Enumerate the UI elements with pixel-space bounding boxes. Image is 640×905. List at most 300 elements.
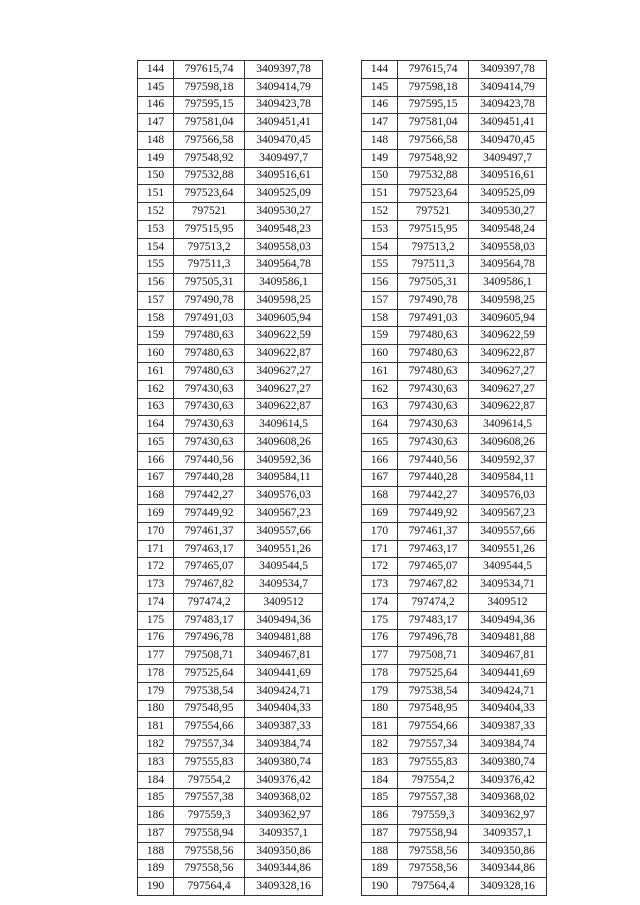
y-coordinate-cell: 3409423,78 xyxy=(469,96,547,114)
table-row xyxy=(362,789,547,807)
y-coordinate-cell: 3409622,87 xyxy=(469,345,547,363)
table-row xyxy=(362,114,547,132)
coordinates-table-right-body xyxy=(362,61,547,896)
point-number-cell: 176 xyxy=(138,629,174,647)
y-coordinate-cell: 3409516,61 xyxy=(469,167,547,185)
point-number-cell: 169 xyxy=(138,505,174,523)
point-number-cell: 146 xyxy=(138,96,174,114)
table-row xyxy=(138,309,323,327)
x-coordinate-cell: 797559,3 xyxy=(174,807,245,825)
y-coordinate-cell: 3409344,86 xyxy=(469,860,547,878)
point-number-cell: 166 xyxy=(362,451,398,469)
x-coordinate-cell: 797532,88 xyxy=(174,167,245,185)
x-coordinate-cell: 797490,78 xyxy=(174,291,245,309)
point-number-cell: 162 xyxy=(362,380,398,398)
y-coordinate-cell: 3409530,27 xyxy=(245,203,323,221)
point-number-cell: 159 xyxy=(362,327,398,345)
point-number-cell: 183 xyxy=(138,753,174,771)
point-number-cell: 152 xyxy=(362,203,398,221)
table-row xyxy=(138,203,323,221)
y-coordinate-cell: 3409404,33 xyxy=(245,700,323,718)
table-row xyxy=(362,629,547,647)
y-coordinate-cell: 3409614,5 xyxy=(469,416,547,434)
table-row xyxy=(138,61,323,79)
table-row xyxy=(362,434,547,452)
point-number-cell: 157 xyxy=(362,291,398,309)
y-coordinate-cell: 3409598,25 xyxy=(245,291,323,309)
x-coordinate-cell: 797538,54 xyxy=(398,682,469,700)
y-coordinate-cell: 3409576,03 xyxy=(245,487,323,505)
y-coordinate-cell: 3409586,1 xyxy=(469,274,547,292)
x-coordinate-cell: 797465,07 xyxy=(174,558,245,576)
y-coordinate-cell: 3409530,27 xyxy=(469,203,547,221)
y-coordinate-cell: 3409627,27 xyxy=(469,380,547,398)
x-coordinate-cell: 797474,2 xyxy=(174,593,245,611)
point-number-cell: 179 xyxy=(138,682,174,700)
y-coordinate-cell: 3409380,74 xyxy=(469,753,547,771)
y-coordinate-cell: 3409397,78 xyxy=(469,61,547,79)
point-number-cell: 155 xyxy=(138,256,174,274)
point-number-cell: 167 xyxy=(362,469,398,487)
y-coordinate-cell: 3409350,86 xyxy=(245,842,323,860)
point-number-cell: 177 xyxy=(138,647,174,665)
point-number-cell: 168 xyxy=(362,487,398,505)
table-row xyxy=(138,665,323,683)
table-row xyxy=(362,451,547,469)
table-row xyxy=(138,220,323,238)
y-coordinate-cell: 3409534,7 xyxy=(245,576,323,594)
x-coordinate-cell: 797555,83 xyxy=(174,753,245,771)
table-row xyxy=(362,309,547,327)
y-coordinate-cell: 3409350,86 xyxy=(469,842,547,860)
y-coordinate-cell: 3409384,74 xyxy=(245,736,323,754)
point-number-cell: 160 xyxy=(362,345,398,363)
x-coordinate-cell: 797558,56 xyxy=(398,842,469,860)
table-row xyxy=(362,576,547,594)
table-row xyxy=(138,593,323,611)
table-row xyxy=(362,682,547,700)
x-coordinate-cell: 797558,56 xyxy=(398,860,469,878)
x-coordinate-cell: 797548,92 xyxy=(174,149,245,167)
table-row xyxy=(362,185,547,203)
table-row xyxy=(138,96,323,114)
table-row xyxy=(362,291,547,309)
y-coordinate-cell: 3409614,5 xyxy=(245,416,323,434)
x-coordinate-cell: 797480,63 xyxy=(398,327,469,345)
x-coordinate-cell: 797508,71 xyxy=(398,647,469,665)
point-number-cell: 160 xyxy=(138,345,174,363)
table-row xyxy=(138,327,323,345)
point-number-cell: 176 xyxy=(362,629,398,647)
y-coordinate-cell: 3409387,33 xyxy=(469,718,547,736)
table-row xyxy=(138,771,323,789)
x-coordinate-cell: 797430,63 xyxy=(398,398,469,416)
table-row xyxy=(362,878,547,896)
x-coordinate-cell: 797430,63 xyxy=(174,434,245,452)
y-coordinate-cell: 3409627,27 xyxy=(245,363,323,381)
point-number-cell: 147 xyxy=(138,114,174,132)
point-number-cell: 172 xyxy=(138,558,174,576)
point-number-cell: 166 xyxy=(138,451,174,469)
x-coordinate-cell: 797496,78 xyxy=(174,629,245,647)
table-row xyxy=(362,363,547,381)
table-row xyxy=(362,771,547,789)
x-coordinate-cell: 797521 xyxy=(398,203,469,221)
x-coordinate-cell: 797461,37 xyxy=(174,522,245,540)
x-coordinate-cell: 797554,2 xyxy=(398,771,469,789)
y-coordinate-cell: 3409557,66 xyxy=(245,522,323,540)
point-number-cell: 150 xyxy=(362,167,398,185)
y-coordinate-cell: 3409368,02 xyxy=(469,789,547,807)
table-row xyxy=(362,505,547,523)
point-number-cell: 164 xyxy=(138,416,174,434)
point-number-cell: 158 xyxy=(138,309,174,327)
y-coordinate-cell: 3409404,33 xyxy=(469,700,547,718)
y-coordinate-cell: 3409424,71 xyxy=(245,682,323,700)
y-coordinate-cell: 3409362,97 xyxy=(245,807,323,825)
x-coordinate-cell: 797461,37 xyxy=(398,522,469,540)
x-coordinate-cell: 797525,64 xyxy=(174,665,245,683)
x-coordinate-cell: 797566,58 xyxy=(174,132,245,150)
x-coordinate-cell: 797440,56 xyxy=(174,451,245,469)
y-coordinate-cell: 3409441,69 xyxy=(469,665,547,683)
point-number-cell: 170 xyxy=(138,522,174,540)
y-coordinate-cell: 3409548,23 xyxy=(245,220,323,238)
table-row xyxy=(362,842,547,860)
x-coordinate-cell: 797525,64 xyxy=(398,665,469,683)
table-row xyxy=(138,114,323,132)
x-coordinate-cell: 797523,64 xyxy=(398,185,469,203)
table-row xyxy=(362,558,547,576)
x-coordinate-cell: 797480,63 xyxy=(398,345,469,363)
table-row xyxy=(138,878,323,896)
x-coordinate-cell: 797430,63 xyxy=(398,380,469,398)
x-coordinate-cell: 797564,4 xyxy=(174,878,245,896)
y-coordinate-cell: 3409451,41 xyxy=(245,114,323,132)
x-coordinate-cell: 797505,31 xyxy=(398,274,469,292)
y-coordinate-cell: 3409557,66 xyxy=(469,522,547,540)
point-number-cell: 178 xyxy=(138,665,174,683)
x-coordinate-cell: 797554,66 xyxy=(398,718,469,736)
x-coordinate-cell: 797515,95 xyxy=(174,220,245,238)
table-row xyxy=(362,132,547,150)
x-coordinate-cell: 797467,82 xyxy=(174,576,245,594)
point-number-cell: 188 xyxy=(362,842,398,860)
y-coordinate-cell: 3409622,87 xyxy=(245,398,323,416)
y-coordinate-cell: 3409548,24 xyxy=(469,220,547,238)
point-number-cell: 177 xyxy=(362,647,398,665)
table-row xyxy=(362,647,547,665)
table-row xyxy=(138,469,323,487)
y-coordinate-cell: 3409586,1 xyxy=(245,274,323,292)
point-number-cell: 152 xyxy=(138,203,174,221)
x-coordinate-cell: 797548,95 xyxy=(398,700,469,718)
table-row xyxy=(138,700,323,718)
table-row xyxy=(138,576,323,594)
table-row xyxy=(138,345,323,363)
point-number-cell: 173 xyxy=(138,576,174,594)
table-row xyxy=(138,380,323,398)
x-coordinate-cell: 797442,27 xyxy=(174,487,245,505)
x-coordinate-cell: 797615,74 xyxy=(398,61,469,79)
point-number-cell: 162 xyxy=(138,380,174,398)
table-row xyxy=(362,860,547,878)
x-coordinate-cell: 797598,18 xyxy=(398,78,469,96)
table-row xyxy=(138,274,323,292)
y-coordinate-cell: 3409470,45 xyxy=(469,132,547,150)
table-row xyxy=(362,380,547,398)
y-coordinate-cell: 3409494,36 xyxy=(245,611,323,629)
x-coordinate-cell: 797564,4 xyxy=(398,878,469,896)
x-coordinate-cell: 797532,88 xyxy=(398,167,469,185)
point-number-cell: 175 xyxy=(138,611,174,629)
table-row xyxy=(362,220,547,238)
table-row xyxy=(138,647,323,665)
y-coordinate-cell: 3409376,42 xyxy=(245,771,323,789)
y-coordinate-cell: 3409622,59 xyxy=(469,327,547,345)
point-number-cell: 161 xyxy=(138,363,174,381)
table-row xyxy=(138,167,323,185)
x-coordinate-cell: 797440,28 xyxy=(174,469,245,487)
x-coordinate-cell: 797513,2 xyxy=(174,238,245,256)
table-row xyxy=(362,718,547,736)
point-number-cell: 161 xyxy=(362,363,398,381)
x-coordinate-cell: 797581,04 xyxy=(398,114,469,132)
point-number-cell: 181 xyxy=(362,718,398,736)
y-coordinate-cell: 3409512 xyxy=(245,593,323,611)
table-row xyxy=(138,753,323,771)
x-coordinate-cell: 797558,94 xyxy=(398,824,469,842)
x-coordinate-cell: 797449,92 xyxy=(398,505,469,523)
table-row xyxy=(362,256,547,274)
x-coordinate-cell: 797440,56 xyxy=(398,451,469,469)
x-coordinate-cell: 797554,66 xyxy=(174,718,245,736)
table-row xyxy=(138,540,323,558)
point-number-cell: 171 xyxy=(362,540,398,558)
point-number-cell: 150 xyxy=(138,167,174,185)
table-row xyxy=(138,451,323,469)
y-coordinate-cell: 3409387,33 xyxy=(245,718,323,736)
table-row xyxy=(362,398,547,416)
y-coordinate-cell: 3409622,87 xyxy=(469,398,547,416)
y-coordinate-cell: 3409467,81 xyxy=(469,647,547,665)
x-coordinate-cell: 797515,95 xyxy=(398,220,469,238)
point-number-cell: 153 xyxy=(362,220,398,238)
table-row xyxy=(362,593,547,611)
point-number-cell: 170 xyxy=(362,522,398,540)
point-number-cell: 144 xyxy=(138,61,174,79)
point-number-cell: 154 xyxy=(362,238,398,256)
point-number-cell: 164 xyxy=(362,416,398,434)
y-coordinate-cell: 3409608,26 xyxy=(245,434,323,452)
point-number-cell: 189 xyxy=(138,860,174,878)
table-row xyxy=(362,700,547,718)
x-coordinate-cell: 797480,63 xyxy=(174,363,245,381)
point-number-cell: 153 xyxy=(138,220,174,238)
table-row xyxy=(362,665,547,683)
point-number-cell: 187 xyxy=(362,824,398,842)
y-coordinate-cell: 3409414,79 xyxy=(245,78,323,96)
table-row xyxy=(138,718,323,736)
point-number-cell: 149 xyxy=(138,149,174,167)
table-row xyxy=(362,416,547,434)
y-coordinate-cell: 3409622,87 xyxy=(245,345,323,363)
point-number-cell: 156 xyxy=(362,274,398,292)
y-coordinate-cell: 3409576,03 xyxy=(469,487,547,505)
x-coordinate-cell: 797467,82 xyxy=(398,576,469,594)
y-coordinate-cell: 3409441,69 xyxy=(245,665,323,683)
y-coordinate-cell: 3409423,78 xyxy=(245,96,323,114)
point-number-cell: 184 xyxy=(138,771,174,789)
x-coordinate-cell: 797523,64 xyxy=(174,185,245,203)
y-coordinate-cell: 3409605,94 xyxy=(245,309,323,327)
x-coordinate-cell: 797449,92 xyxy=(174,505,245,523)
x-coordinate-cell: 797483,17 xyxy=(174,611,245,629)
point-number-cell: 171 xyxy=(138,540,174,558)
y-coordinate-cell: 3409564,78 xyxy=(469,256,547,274)
x-coordinate-cell: 797496,78 xyxy=(398,629,469,647)
table-row xyxy=(138,149,323,167)
x-coordinate-cell: 797430,63 xyxy=(398,416,469,434)
y-coordinate-cell: 3409525,09 xyxy=(469,185,547,203)
table-row xyxy=(138,132,323,150)
table-row xyxy=(362,824,547,842)
x-coordinate-cell: 797491,03 xyxy=(398,309,469,327)
x-coordinate-cell: 797538,54 xyxy=(174,682,245,700)
x-coordinate-cell: 797555,83 xyxy=(398,753,469,771)
table-row xyxy=(362,753,547,771)
x-coordinate-cell: 797595,15 xyxy=(398,96,469,114)
table-row xyxy=(138,611,323,629)
y-coordinate-cell: 3409544,5 xyxy=(469,558,547,576)
y-coordinate-cell: 3409627,27 xyxy=(469,363,547,381)
y-coordinate-cell: 3409567,23 xyxy=(245,505,323,523)
point-number-cell: 190 xyxy=(362,878,398,896)
y-coordinate-cell: 3409328,16 xyxy=(245,878,323,896)
point-number-cell: 159 xyxy=(138,327,174,345)
x-coordinate-cell: 797430,63 xyxy=(174,398,245,416)
point-number-cell: 181 xyxy=(138,718,174,736)
table-row xyxy=(138,416,323,434)
table-row xyxy=(362,345,547,363)
point-number-cell: 158 xyxy=(362,309,398,327)
y-coordinate-cell: 3409467,81 xyxy=(245,647,323,665)
table-row xyxy=(138,860,323,878)
point-number-cell: 175 xyxy=(362,611,398,629)
x-coordinate-cell: 797558,56 xyxy=(174,842,245,860)
column-divider-line xyxy=(322,60,323,843)
x-coordinate-cell: 797511,3 xyxy=(398,256,469,274)
y-coordinate-cell: 3409424,71 xyxy=(469,682,547,700)
point-number-cell: 180 xyxy=(138,700,174,718)
y-coordinate-cell: 3409344,86 xyxy=(245,860,323,878)
point-number-cell: 151 xyxy=(362,185,398,203)
x-coordinate-cell: 797566,58 xyxy=(398,132,469,150)
x-coordinate-cell: 797430,63 xyxy=(398,434,469,452)
table-row xyxy=(362,238,547,256)
y-coordinate-cell: 3409584,11 xyxy=(245,469,323,487)
y-coordinate-cell: 3409558,03 xyxy=(245,238,323,256)
point-number-cell: 145 xyxy=(138,78,174,96)
table-row xyxy=(362,78,547,96)
y-coordinate-cell: 3409592,37 xyxy=(469,451,547,469)
point-number-cell: 149 xyxy=(362,149,398,167)
y-coordinate-cell: 3409380,74 xyxy=(245,753,323,771)
point-number-cell: 163 xyxy=(138,398,174,416)
table-row xyxy=(138,185,323,203)
point-number-cell: 163 xyxy=(362,398,398,416)
point-number-cell: 165 xyxy=(362,434,398,452)
x-coordinate-cell: 797548,92 xyxy=(398,149,469,167)
y-coordinate-cell: 3409497,7 xyxy=(245,149,323,167)
point-number-cell: 184 xyxy=(362,771,398,789)
y-coordinate-cell: 3409481,88 xyxy=(469,629,547,647)
point-number-cell: 146 xyxy=(362,96,398,114)
y-coordinate-cell: 3409605,94 xyxy=(469,309,547,327)
table-row xyxy=(138,434,323,452)
x-coordinate-cell: 797548,95 xyxy=(174,700,245,718)
point-number-cell: 147 xyxy=(362,114,398,132)
table-row xyxy=(138,629,323,647)
y-coordinate-cell: 3409558,03 xyxy=(469,238,547,256)
y-coordinate-cell: 3409384,74 xyxy=(469,736,547,754)
x-coordinate-cell: 797558,94 xyxy=(174,824,245,842)
point-number-cell: 173 xyxy=(362,576,398,594)
x-coordinate-cell: 797557,38 xyxy=(398,789,469,807)
point-number-cell: 187 xyxy=(138,824,174,842)
table-row xyxy=(138,682,323,700)
point-number-cell: 185 xyxy=(362,789,398,807)
y-coordinate-cell: 3409551,26 xyxy=(469,540,547,558)
y-coordinate-cell: 3409481,88 xyxy=(245,629,323,647)
y-coordinate-cell: 3409368,02 xyxy=(245,789,323,807)
point-number-cell: 165 xyxy=(138,434,174,452)
x-coordinate-cell: 797554,2 xyxy=(174,771,245,789)
point-number-cell: 189 xyxy=(362,860,398,878)
x-coordinate-cell: 797463,17 xyxy=(398,540,469,558)
y-coordinate-cell: 3409608,26 xyxy=(469,434,547,452)
x-coordinate-cell: 797557,34 xyxy=(398,736,469,754)
point-number-cell: 185 xyxy=(138,789,174,807)
point-number-cell: 167 xyxy=(138,469,174,487)
table-row xyxy=(138,789,323,807)
point-number-cell: 182 xyxy=(138,736,174,754)
y-coordinate-cell: 3409414,79 xyxy=(469,78,547,96)
table-row xyxy=(362,96,547,114)
point-number-cell: 183 xyxy=(362,753,398,771)
table-row xyxy=(138,363,323,381)
x-coordinate-cell: 797615,74 xyxy=(174,61,245,79)
table-row xyxy=(362,203,547,221)
x-coordinate-cell: 797558,56 xyxy=(174,860,245,878)
point-number-cell: 169 xyxy=(362,505,398,523)
x-coordinate-cell: 797505,31 xyxy=(174,274,245,292)
point-number-cell: 168 xyxy=(138,487,174,505)
table-row xyxy=(362,274,547,292)
y-coordinate-cell: 3409564,78 xyxy=(245,256,323,274)
table-row xyxy=(362,149,547,167)
point-number-cell: 182 xyxy=(362,736,398,754)
table-row xyxy=(138,522,323,540)
table-row xyxy=(362,736,547,754)
point-number-cell: 154 xyxy=(138,238,174,256)
x-coordinate-cell: 797465,07 xyxy=(398,558,469,576)
table-row xyxy=(138,238,323,256)
x-coordinate-cell: 797463,17 xyxy=(174,540,245,558)
table-row xyxy=(362,469,547,487)
x-coordinate-cell: 797491,03 xyxy=(174,309,245,327)
point-number-cell: 190 xyxy=(138,878,174,896)
